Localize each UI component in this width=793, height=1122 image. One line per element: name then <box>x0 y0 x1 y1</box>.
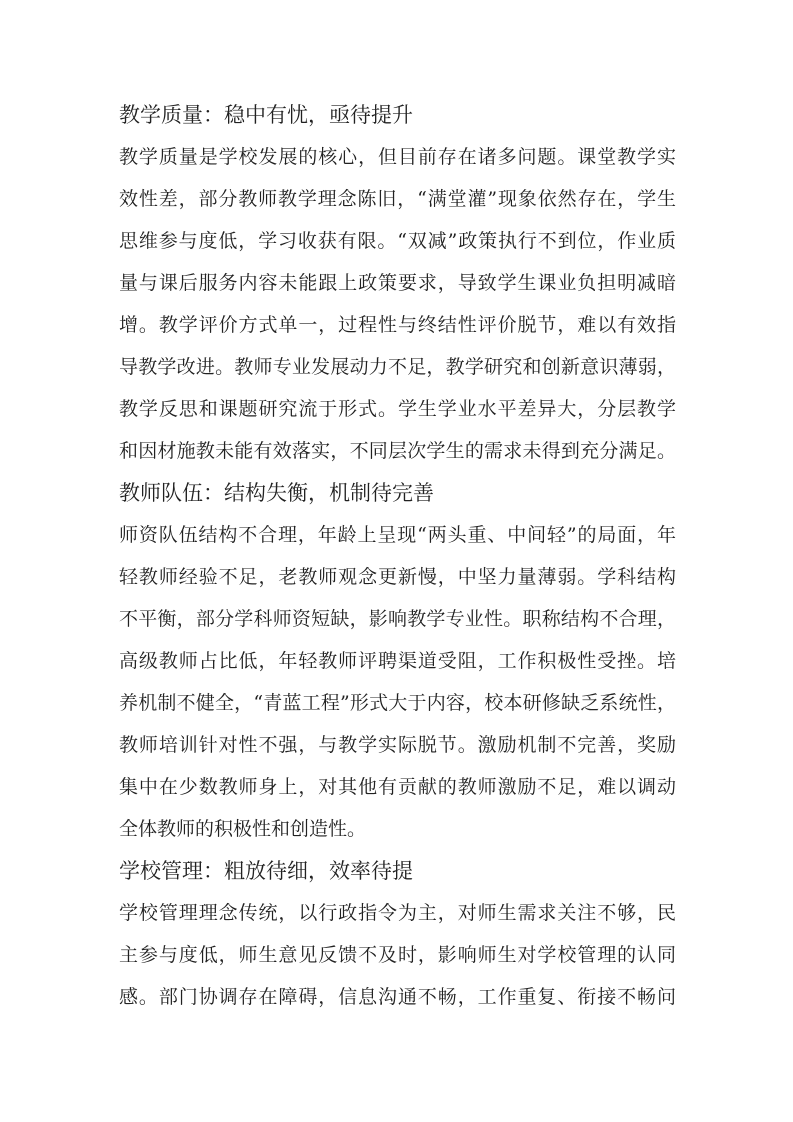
text-line: 集中在少数教师身上，对其他有贡献的教师激励不足，难以调动 <box>119 776 676 798</box>
section-heading-school-management: 学校管理：粗放待细，效率待提 <box>119 859 413 883</box>
text-line: 导教学改进。教师专业发展动力不足，教学研究和创新意识薄弱， <box>119 356 676 378</box>
text-line: 学校管理理念传统，以行政指令为主，对师生需求关注不够，民 <box>119 902 676 924</box>
text-line: 感。部门协调存在障碍，信息沟通不畅，工作重复、衔接不畅问 <box>119 986 676 1008</box>
text-line: 教学反思和课题研究流于形式。学生学业水平差异大，分层教学 <box>119 398 676 420</box>
text-line: 思维参与度低，学习收获有限。“双减”政策执行不到位，作业质 <box>119 230 676 252</box>
text-line: 高级教师占比低，年轻教师评聘渠道受阻，工作积极性受挫。培 <box>119 650 676 672</box>
text-line: 养机制不健全，“青蓝工程”形式大于内容，校本研修缺乏系统性， <box>119 692 676 714</box>
text-content <box>119 94 676 1018</box>
text-line: 增。教学评价方式单一，过程性与终结性评价脱节，难以有效指 <box>119 314 676 336</box>
section-heading-teaching-quality: 教学质量：稳中有忧，亟待提升 <box>119 103 413 127</box>
text-line: 不平衡，部分学科师资短缺，影响教学专业性。职称结构不合理， <box>119 608 676 630</box>
text-line: 效性差，部分教师教学理念陈旧，“满堂灌”现象依然存在，学生 <box>119 188 676 210</box>
section-heading-teacher-team: 教师队伍：结构失衡，机制待完善 <box>119 481 434 505</box>
text-line: 师资队伍结构不合理，年龄上呈现“两头重、中间轻”的局面，年 <box>119 524 676 546</box>
text-line: 全体教师的积极性和创造性。 <box>119 818 367 840</box>
text-line: 轻教师经验不足，老教师观念更新慢，中坚力量薄弱。学科结构 <box>119 566 676 588</box>
text-line: 主参与度低，师生意见反馈不及时，影响师生对学校管理的认同 <box>119 944 676 966</box>
text-line: 教师培训针对性不强，与教学实际脱节。激励机制不完善，奖励 <box>119 734 676 756</box>
text-line: 和因材施教未能有效落实，不同层次学生的需求未得到充分满足。 <box>119 440 676 462</box>
text-line: 量与课后服务内容未能跟上政策要求，导致学生课业负担明减暗 <box>119 272 676 294</box>
text-line: 教学质量是学校发展的核心，但目前存在诸多问题。课堂教学实 <box>119 146 676 168</box>
